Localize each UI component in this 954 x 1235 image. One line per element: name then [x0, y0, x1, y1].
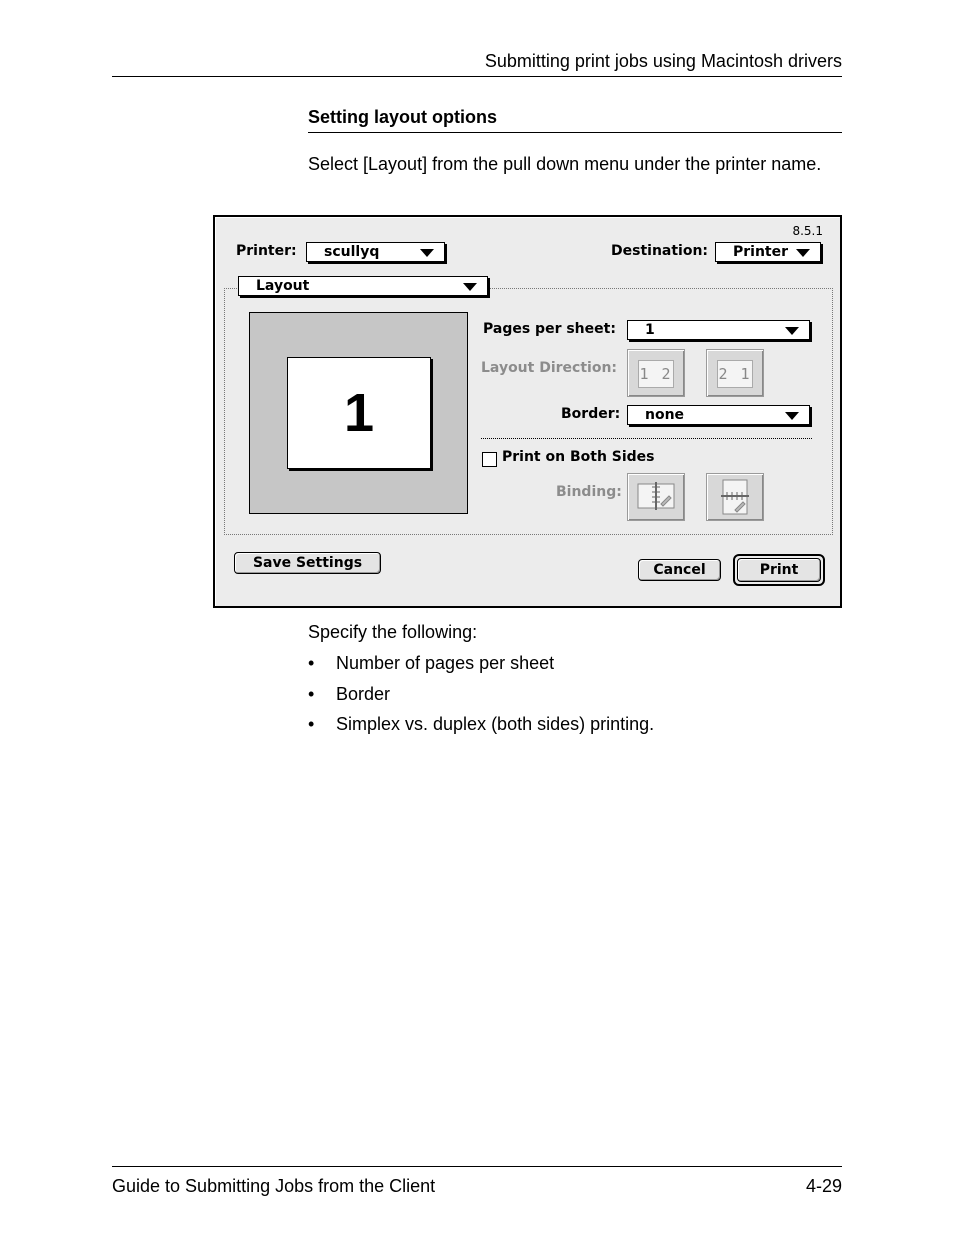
specify-lead: Specify the following:	[308, 622, 478, 642]
chevron-down-icon	[420, 249, 434, 257]
footer-rule	[112, 1166, 842, 1167]
printer-value: scullyq	[324, 244, 380, 260]
binding-long-edge-button[interactable]	[627, 473, 685, 521]
short-edge-binding-icon	[707, 474, 763, 520]
pages-right-to-left-icon: 2 1	[717, 360, 753, 388]
binding-short-edge-button[interactable]	[706, 473, 764, 521]
pages-per-sheet-label: Pages per sheet:	[483, 321, 616, 337]
print-both-sides-checkbox[interactable]	[482, 452, 497, 467]
cancel-button[interactable]: Cancel	[638, 559, 721, 581]
border-value: none	[645, 407, 685, 423]
version-label: 8.5.1	[792, 224, 823, 238]
binding-label: Binding:	[556, 484, 622, 500]
chevron-down-icon	[785, 327, 799, 335]
layout-preview	[249, 312, 468, 514]
list-item: Simplex vs. duplex (both sides) printing.	[336, 714, 655, 734]
border-label: Border:	[561, 406, 621, 422]
list-item: Border	[336, 684, 391, 704]
bullet-marker: •	[308, 653, 315, 673]
chevron-down-icon	[785, 412, 799, 420]
chevron-down-icon	[796, 249, 810, 257]
print-button-ring	[733, 554, 825, 586]
border-popup[interactable]	[627, 405, 810, 425]
chevron-down-icon	[463, 283, 477, 291]
page-number: 4-29	[805, 1176, 842, 1196]
footer-title: Guide to Submitting Jobs from the Client	[112, 1176, 436, 1196]
layout-direction-label: Layout Direction:	[481, 360, 618, 376]
layout-direction-ltr-button[interactable]	[627, 349, 685, 397]
section-heading: Setting layout options	[308, 107, 497, 127]
section-rule	[308, 132, 842, 133]
destination-popup[interactable]	[715, 242, 821, 262]
intro-text: Select [Layout] from the pull down menu under the printer name.	[308, 154, 822, 174]
print-both-sides-label: Print on Both Sides	[502, 449, 655, 465]
panel-popup[interactable]	[238, 276, 488, 296]
list-item: Number of pages per sheet	[336, 653, 555, 673]
pages-left-to-right-icon: 1 2	[638, 360, 674, 388]
destination-label: Destination:	[611, 243, 709, 259]
layout-direction-rtl-button[interactable]	[706, 349, 764, 397]
long-edge-binding-icon	[628, 474, 684, 520]
print-button[interactable]: Print	[737, 558, 821, 582]
preview-page: 1	[287, 357, 431, 469]
panel-value: Layout	[256, 278, 310, 294]
running-header: Submitting print jobs using Macintosh drivers	[484, 51, 842, 71]
destination-value: Printer	[733, 244, 789, 260]
bullet-marker: •	[308, 684, 315, 704]
print-dialog	[213, 215, 842, 608]
printer-label: Printer:	[236, 243, 297, 259]
printer-popup[interactable]	[306, 242, 445, 262]
options-separator	[481, 438, 812, 439]
pages-per-sheet-popup[interactable]	[627, 320, 810, 340]
pages-per-sheet-value: 1	[645, 322, 655, 338]
bullet-marker: •	[308, 714, 315, 734]
save-settings-button[interactable]: Save Settings	[234, 552, 381, 574]
header-rule	[112, 76, 842, 77]
